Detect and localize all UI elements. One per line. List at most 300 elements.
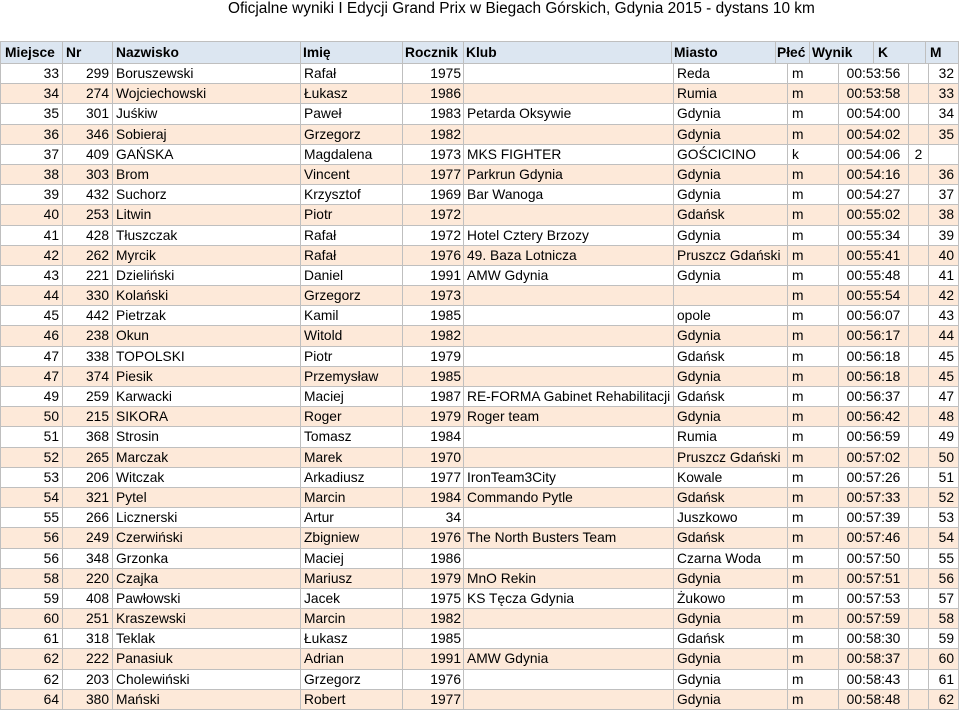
cell-women-place — [908, 407, 928, 426]
cell-birth-year: 1984 — [402, 427, 463, 446]
cell-gender: k — [787, 145, 838, 164]
cell-first-name: Grzegorz — [300, 670, 402, 689]
cell-first-name: Paweł — [300, 104, 402, 123]
cell-birth-year: 1976 — [402, 670, 463, 689]
cell-first-name: Krzysztof — [300, 185, 402, 204]
cell-surname: Karwacki — [112, 387, 300, 406]
cell-bib-number: 408 — [62, 589, 112, 608]
cell-result-time: 00:54:16 — [838, 165, 908, 184]
cell-birth-year: 1969 — [402, 185, 463, 204]
cell-surname: Pawłowski — [112, 589, 300, 608]
cell-women-place — [908, 468, 928, 487]
cell-club — [463, 508, 673, 527]
cell-first-name: Marcin — [300, 609, 402, 628]
table-row — [0, 84, 959, 104]
cell-place: 44 — [0, 286, 62, 305]
cell-women-place — [908, 448, 928, 467]
table-row — [0, 427, 959, 447]
cell-club: KS Tęcza Gdynia — [463, 589, 673, 608]
cell-surname: Tłuszczak — [112, 226, 300, 245]
cell-city: Gdynia — [673, 367, 787, 386]
cell-first-name: Tomasz — [300, 427, 402, 446]
cell-women-place — [908, 347, 928, 366]
cell-gender: m — [787, 589, 838, 608]
cell-women-place — [908, 690, 928, 709]
cell-men-place: 48 — [928, 407, 959, 426]
cell-place: 33 — [0, 64, 62, 83]
table-row — [0, 690, 959, 710]
cell-city: Gdynia — [673, 165, 787, 184]
cell-gender: m — [787, 266, 838, 285]
cell-first-name: Vincent — [300, 165, 402, 184]
cell-result-time: 00:56:18 — [838, 367, 908, 386]
cell-city: Gdynia — [673, 690, 787, 709]
cell-bib-number: 338 — [62, 347, 112, 366]
column-header-gender: Płeć — [775, 42, 809, 63]
cell-gender: m — [787, 367, 838, 386]
cell-place: 40 — [0, 205, 62, 224]
cell-men-place: 49 — [928, 427, 959, 446]
cell-men-place: 62 — [928, 690, 959, 709]
cell-men-place: 43 — [928, 306, 959, 325]
cell-result-time: 00:56:37 — [838, 387, 908, 406]
table-row — [0, 508, 959, 528]
cell-bib-number: 301 — [62, 104, 112, 123]
cell-club — [463, 84, 673, 103]
cell-place: 60 — [0, 609, 62, 628]
cell-surname: Cholewiński — [112, 670, 300, 689]
cell-first-name: Maciej — [300, 387, 402, 406]
cell-women-place — [908, 589, 928, 608]
cell-surname: Boruszewski — [112, 64, 300, 83]
cell-first-name: Łukasz — [300, 629, 402, 648]
cell-result-time: 00:55:54 — [838, 286, 908, 305]
cell-men-place: 55 — [928, 549, 959, 568]
cell-result-time: 00:58:48 — [838, 690, 908, 709]
cell-women-place — [908, 629, 928, 648]
cell-women-place — [908, 670, 928, 689]
cell-city: Gdynia — [673, 226, 787, 245]
cell-club: MKS FIGHTER — [463, 145, 673, 164]
cell-women-place — [908, 226, 928, 245]
column-header-women-place: K — [873, 42, 925, 63]
cell-first-name: Magdalena — [300, 145, 402, 164]
cell-birth-year: 1987 — [402, 387, 463, 406]
cell-gender: m — [787, 508, 838, 527]
cell-result-time: 00:53:56 — [838, 64, 908, 83]
cell-result-time: 00:54:02 — [838, 125, 908, 144]
table-row — [0, 205, 959, 225]
cell-men-place: 57 — [928, 589, 959, 608]
cell-bib-number: 368 — [62, 427, 112, 446]
cell-city: Rumia — [673, 427, 787, 446]
cell-result-time: 00:55:34 — [838, 226, 908, 245]
cell-place: 37 — [0, 145, 62, 164]
cell-men-place: 42 — [928, 286, 959, 305]
cell-result-time: 00:56:18 — [838, 347, 908, 366]
cell-men-place: 52 — [928, 488, 959, 507]
column-header-club: Klub — [463, 42, 671, 63]
table-row — [0, 488, 959, 508]
cell-women-place — [908, 266, 928, 285]
cell-club — [463, 690, 673, 709]
cell-place: 50 — [0, 407, 62, 426]
cell-men-place: 37 — [928, 185, 959, 204]
cell-place: 61 — [0, 629, 62, 648]
table-row — [0, 125, 959, 145]
cell-city: Gdańsk — [673, 205, 787, 224]
cell-men-place: 59 — [928, 629, 959, 648]
cell-men-place: 45 — [928, 367, 959, 386]
cell-first-name: Arkadiusz — [300, 468, 402, 487]
cell-club — [463, 367, 673, 386]
cell-city: Kowale — [673, 468, 787, 487]
cell-birth-year: 1976 — [402, 246, 463, 265]
cell-birth-year: 1982 — [402, 609, 463, 628]
table-row — [0, 104, 959, 124]
cell-women-place — [908, 427, 928, 446]
cell-men-place: 36 — [928, 165, 959, 184]
cell-birth-year: 34 — [402, 508, 463, 527]
table-row — [0, 528, 959, 548]
cell-gender: m — [787, 609, 838, 628]
cell-bib-number: 238 — [62, 326, 112, 345]
cell-surname: Witczak — [112, 468, 300, 487]
cell-birth-year: 1979 — [402, 347, 463, 366]
cell-birth-year: 1979 — [402, 407, 463, 426]
cell-birth-year: 1982 — [402, 326, 463, 345]
cell-result-time: 00:56:07 — [838, 306, 908, 325]
table-body — [0, 64, 959, 710]
cell-city: Gdynia — [673, 649, 787, 668]
cell-place: 54 — [0, 488, 62, 507]
cell-bib-number: 346 — [62, 125, 112, 144]
cell-first-name: Maciej — [300, 549, 402, 568]
cell-surname: Myrcik — [112, 246, 300, 265]
cell-place: 42 — [0, 246, 62, 265]
cell-bib-number: 249 — [62, 528, 112, 547]
cell-first-name: Roger — [300, 407, 402, 426]
cell-bib-number: 330 — [62, 286, 112, 305]
cell-club — [463, 347, 673, 366]
cell-club: Hotel Cztery Brzozy — [463, 226, 673, 245]
cell-club: MnO Rekin — [463, 569, 673, 588]
cell-gender: m — [787, 427, 838, 446]
cell-club: RE-FORMA Gabinet Rehabilitacji — [463, 387, 673, 406]
cell-result-time: 00:54:00 — [838, 104, 908, 123]
cell-bib-number: 428 — [62, 226, 112, 245]
cell-result-time: 00:55:48 — [838, 266, 908, 285]
cell-result-time: 00:53:58 — [838, 84, 908, 103]
cell-men-place: 34 — [928, 104, 959, 123]
cell-bib-number: 303 — [62, 165, 112, 184]
table-header-row — [0, 41, 959, 64]
cell-men-place: 38 — [928, 205, 959, 224]
cell-birth-year: 1983 — [402, 104, 463, 123]
cell-place: 59 — [0, 589, 62, 608]
column-header-place: Miejsce — [0, 42, 62, 63]
cell-women-place — [908, 367, 928, 386]
cell-birth-year: 1986 — [402, 84, 463, 103]
cell-place: 56 — [0, 549, 62, 568]
cell-city: Gdynia — [673, 407, 787, 426]
cell-club — [463, 306, 673, 325]
cell-gender: m — [787, 569, 838, 588]
cell-bib-number: 374 — [62, 367, 112, 386]
cell-men-place: 56 — [928, 569, 959, 588]
cell-surname: Juśkiw — [112, 104, 300, 123]
cell-result-time: 00:56:17 — [838, 326, 908, 345]
cell-club — [463, 448, 673, 467]
cell-gender: m — [787, 468, 838, 487]
cell-women-place — [908, 508, 928, 527]
cell-surname: Czajka — [112, 569, 300, 588]
cell-women-place — [908, 246, 928, 265]
page-title: Oficjalne wyniki I Edycji Grand Prix w Biegach Górskich, Gdynia 2015 - dystans 10 km — [228, 0, 815, 17]
cell-club: Petarda Oksywie — [463, 104, 673, 123]
cell-gender: m — [787, 690, 838, 709]
cell-birth-year: 1972 — [402, 226, 463, 245]
cell-club: Commando Pytle — [463, 488, 673, 507]
cell-gender: m — [787, 185, 838, 204]
table-row — [0, 266, 959, 286]
cell-surname: Pietrzak — [112, 306, 300, 325]
cell-bib-number: 259 — [62, 387, 112, 406]
cell-bib-number: 253 — [62, 205, 112, 224]
cell-surname: Sobieraj — [112, 125, 300, 144]
cell-first-name: Adrian — [300, 649, 402, 668]
cell-surname: GAŃSKA — [112, 145, 300, 164]
table-row — [0, 649, 959, 669]
cell-men-place: 51 — [928, 468, 959, 487]
cell-birth-year: 1977 — [402, 468, 463, 487]
cell-bib-number: 409 — [62, 145, 112, 164]
cell-surname: Pytel — [112, 488, 300, 507]
cell-gender: m — [787, 448, 838, 467]
cell-city: Żukowo — [673, 589, 787, 608]
cell-first-name: Grzegorz — [300, 286, 402, 305]
cell-women-place — [908, 549, 928, 568]
cell-gender: m — [787, 64, 838, 83]
cell-gender: m — [787, 387, 838, 406]
cell-club — [463, 629, 673, 648]
cell-gender: m — [787, 84, 838, 103]
cell-place: 41 — [0, 226, 62, 245]
cell-first-name: Marcin — [300, 488, 402, 507]
table-row — [0, 569, 959, 589]
cell-place: 47 — [0, 347, 62, 366]
cell-place: 38 — [0, 165, 62, 184]
cell-men-place: 53 — [928, 508, 959, 527]
cell-birth-year: 1972 — [402, 205, 463, 224]
cell-first-name: Witold — [300, 326, 402, 345]
cell-women-place — [908, 125, 928, 144]
table-row — [0, 387, 959, 407]
cell-club — [463, 286, 673, 305]
column-header-men-place: M — [925, 42, 959, 63]
cell-club: Bar Wanoga — [463, 185, 673, 204]
cell-place: 35 — [0, 104, 62, 123]
cell-first-name: Przemysław — [300, 367, 402, 386]
cell-city: Gdańsk — [673, 528, 787, 547]
table-row — [0, 347, 959, 367]
cell-bib-number: 206 — [62, 468, 112, 487]
table-row — [0, 629, 959, 649]
cell-place: 62 — [0, 649, 62, 668]
cell-gender: m — [787, 670, 838, 689]
cell-surname: Okun — [112, 326, 300, 345]
cell-club — [463, 64, 673, 83]
cell-gender: m — [787, 649, 838, 668]
cell-bib-number: 262 — [62, 246, 112, 265]
cell-surname: Panasiuk — [112, 649, 300, 668]
cell-city: Reda — [673, 64, 787, 83]
cell-club — [463, 205, 673, 224]
cell-men-place — [928, 145, 959, 164]
cell-men-place: 32 — [928, 64, 959, 83]
cell-bib-number: 203 — [62, 670, 112, 689]
cell-place: 34 — [0, 84, 62, 103]
cell-first-name: Rafał — [300, 246, 402, 265]
cell-city: Gdynia — [673, 185, 787, 204]
cell-bib-number: 222 — [62, 649, 112, 668]
cell-bib-number: 221 — [62, 266, 112, 285]
cell-city — [673, 286, 787, 305]
cell-club: The North Busters Team — [463, 528, 673, 547]
cell-gender: m — [787, 125, 838, 144]
cell-city: Gdynia — [673, 104, 787, 123]
cell-city: Gdynia — [673, 125, 787, 144]
cell-first-name: Kamil — [300, 306, 402, 325]
cell-city: Czarna Woda — [673, 549, 787, 568]
cell-women-place — [908, 528, 928, 547]
cell-place: 43 — [0, 266, 62, 285]
cell-result-time: 00:56:59 — [838, 427, 908, 446]
cell-men-place: 50 — [928, 448, 959, 467]
cell-birth-year: 1991 — [402, 266, 463, 285]
cell-gender: m — [787, 347, 838, 366]
table-row — [0, 326, 959, 346]
cell-birth-year: 1977 — [402, 165, 463, 184]
cell-place: 62 — [0, 670, 62, 689]
cell-bib-number: 274 — [62, 84, 112, 103]
cell-gender: m — [787, 488, 838, 507]
cell-city: Gdynia — [673, 266, 787, 285]
cell-gender: m — [787, 549, 838, 568]
cell-bib-number: 380 — [62, 690, 112, 709]
cell-bib-number: 265 — [62, 448, 112, 467]
cell-women-place — [908, 649, 928, 668]
cell-gender: m — [787, 528, 838, 547]
cell-place: 53 — [0, 468, 62, 487]
table-row — [0, 670, 959, 690]
table-row — [0, 165, 959, 185]
table-row — [0, 609, 959, 629]
cell-men-place: 58 — [928, 609, 959, 628]
cell-place: 47 — [0, 367, 62, 386]
cell-men-place: 54 — [928, 528, 959, 547]
cell-surname: Licznerski — [112, 508, 300, 527]
cell-men-place: 45 — [928, 347, 959, 366]
cell-men-place: 61 — [928, 670, 959, 689]
cell-place: 45 — [0, 306, 62, 325]
cell-women-place — [908, 205, 928, 224]
table-row — [0, 226, 959, 246]
cell-result-time: 00:58:30 — [838, 629, 908, 648]
table-row — [0, 145, 959, 165]
cell-place: 36 — [0, 125, 62, 144]
cell-women-place — [908, 286, 928, 305]
cell-birth-year: 1973 — [402, 286, 463, 305]
cell-city: Rumia — [673, 84, 787, 103]
cell-gender: m — [787, 629, 838, 648]
cell-birth-year: 1986 — [402, 549, 463, 568]
table-row — [0, 468, 959, 488]
cell-birth-year: 1985 — [402, 306, 463, 325]
cell-result-time: 00:58:37 — [838, 649, 908, 668]
cell-first-name: Piotr — [300, 205, 402, 224]
cell-women-place — [908, 185, 928, 204]
cell-first-name: Marek — [300, 448, 402, 467]
cell-men-place: 40 — [928, 246, 959, 265]
cell-gender: m — [787, 286, 838, 305]
cell-place: 64 — [0, 690, 62, 709]
cell-surname: Kolański — [112, 286, 300, 305]
cell-birth-year: 1979 — [402, 569, 463, 588]
cell-gender: m — [787, 226, 838, 245]
cell-club — [463, 549, 673, 568]
cell-birth-year: 1984 — [402, 488, 463, 507]
cell-gender: m — [787, 326, 838, 345]
cell-birth-year: 1975 — [402, 64, 463, 83]
cell-club — [463, 326, 673, 345]
cell-bib-number: 251 — [62, 609, 112, 628]
cell-city: Gdańsk — [673, 488, 787, 507]
cell-birth-year: 1985 — [402, 367, 463, 386]
cell-surname: Kraszewski — [112, 609, 300, 628]
cell-club — [463, 670, 673, 689]
cell-surname: Wojciechowski — [112, 84, 300, 103]
cell-club: AMW Gdynia — [463, 266, 673, 285]
cell-first-name: Jacek — [300, 589, 402, 608]
cell-men-place: 60 — [928, 649, 959, 668]
column-header-city: Miasto — [671, 42, 775, 63]
cell-result-time: 00:58:43 — [838, 670, 908, 689]
cell-bib-number: 220 — [62, 569, 112, 588]
cell-city: Gdańsk — [673, 347, 787, 366]
table-row — [0, 549, 959, 569]
cell-result-time: 00:57:59 — [838, 609, 908, 628]
cell-club — [463, 609, 673, 628]
cell-result-time: 00:56:42 — [838, 407, 908, 426]
cell-result-time: 00:57:51 — [838, 569, 908, 588]
results-table — [0, 41, 959, 710]
cell-surname: Brom — [112, 165, 300, 184]
cell-women-place — [908, 306, 928, 325]
cell-first-name: Robert — [300, 690, 402, 709]
cell-city: Gdańsk — [673, 629, 787, 648]
cell-place: 52 — [0, 448, 62, 467]
cell-birth-year: 1975 — [402, 589, 463, 608]
cell-result-time: 00:57:26 — [838, 468, 908, 487]
cell-men-place: 35 — [928, 125, 959, 144]
cell-men-place: 47 — [928, 387, 959, 406]
cell-city: Gdynia — [673, 569, 787, 588]
cell-result-time: 00:55:02 — [838, 205, 908, 224]
cell-women-place — [908, 569, 928, 588]
cell-place: 39 — [0, 185, 62, 204]
cell-place: 58 — [0, 569, 62, 588]
